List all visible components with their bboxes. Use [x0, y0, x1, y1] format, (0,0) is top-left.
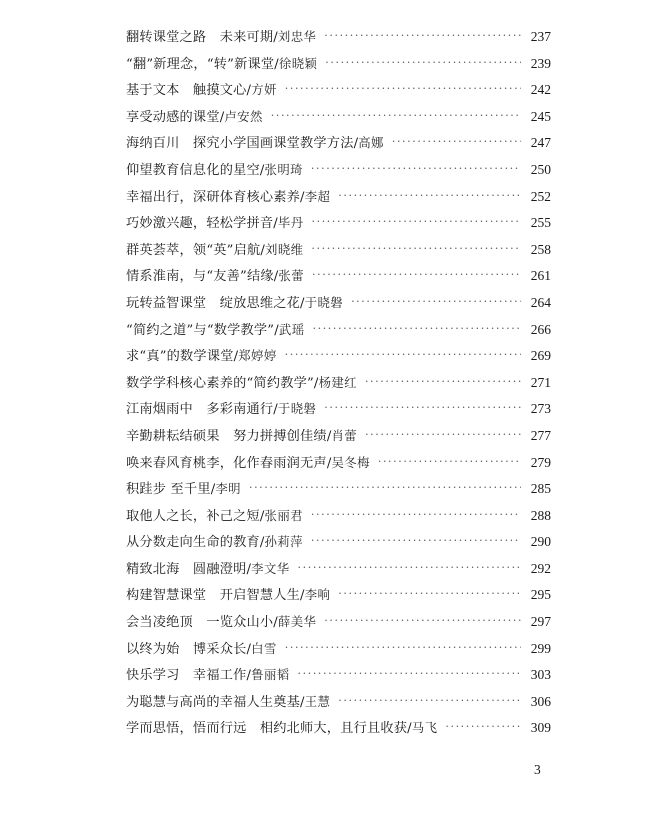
toc-entry-24[interactable]	[126, 636, 551, 663]
toc-entry-title: 唤来春风育桃李，化作春雨润无声	[126, 455, 327, 471]
toc-entry-page-number: 292	[530, 560, 551, 576]
toc-entry-page-number: 297	[530, 614, 551, 630]
toc-entry-leader-dots	[312, 209, 521, 236]
toc-entry-page-number: 255	[530, 215, 551, 231]
toc-entry-leader-dots	[392, 129, 521, 156]
toc-entry-leader-dots	[351, 289, 521, 316]
toc-entry-leader-dots	[324, 395, 521, 422]
toc-entry-23[interactable]	[126, 609, 551, 636]
toc-entry-separator: /	[273, 216, 278, 232]
toc-entry-separator: /	[259, 535, 265, 551]
toc-entry-separator: /	[300, 588, 305, 604]
toc-entry-12[interactable]	[126, 317, 551, 344]
toc-entry-separator: /	[300, 694, 305, 710]
toc-entry-page-number: 290	[530, 534, 551, 550]
toc-entry-page-number: 285	[530, 481, 551, 497]
toc-entry-page-number: 288	[530, 507, 551, 523]
toc-entry-leader-dots	[325, 50, 521, 77]
toc-entry-leader-dots	[378, 449, 521, 476]
toc-entry-separator: /	[273, 30, 278, 45]
toc-entry-author: 方妍	[251, 82, 277, 98]
toc-entry-leader-dots	[285, 76, 521, 103]
toc-entry-page-number: 264	[530, 294, 551, 310]
toc-entry-page-number: 271	[530, 374, 551, 390]
toc-entry-2[interactable]	[126, 51, 551, 78]
toc-entry-title: 取他人之长，补己之短	[126, 508, 260, 524]
toc-entry-page-number: 273	[530, 401, 551, 417]
toc-entry-separator: /	[274, 322, 279, 338]
toc-entry-separator: /	[326, 455, 332, 471]
toc-entry-title: 以终为始 博采众长	[126, 641, 247, 657]
toc-entry-4[interactable]	[126, 104, 551, 131]
toc-entry-11[interactable]	[126, 290, 551, 317]
toc-entry-14[interactable]	[126, 370, 551, 397]
toc-entry-13[interactable]	[126, 343, 551, 370]
toc-entry-author: 于晓磐	[304, 294, 344, 310]
toc-entry-separator: /	[246, 641, 252, 657]
toc-entry-25[interactable]	[126, 662, 551, 689]
toc-entry-author: 郑婷婷	[238, 348, 277, 364]
toc-entry-author: 张明琦	[264, 161, 303, 177]
toc-entry-author: 于晓磐	[277, 401, 317, 417]
toc-entry-page-number: 252	[530, 188, 551, 204]
toc-entry-leader-dots	[298, 555, 521, 582]
toc-entry-title: 数学学科核心素养的“简约教学”	[126, 375, 314, 391]
toc-entry-leader-dots	[285, 342, 521, 369]
toc-entry-author: 孙莉萍	[264, 534, 303, 550]
toc-entry-title: 构建智慧课堂 开启智慧人生	[126, 588, 301, 604]
toc-entry-title: 巧妙激兴趣，轻松学拼音	[126, 216, 274, 232]
toc-entry-page-number: 277	[530, 427, 551, 443]
toc-entry-author: 武瑶	[278, 321, 305, 337]
toc-entry-page-number: 299	[530, 640, 551, 656]
toc-entry-separator: /	[326, 428, 332, 444]
toc-entry-author: 卢安然	[224, 108, 263, 124]
toc-entry-page-number: 266	[530, 321, 551, 337]
toc-entry-leader-dots	[311, 528, 521, 555]
toc-entry-title: 快乐学习 幸福工作	[126, 668, 247, 684]
toc-entry-author: 吴冬梅	[331, 454, 370, 470]
toc-entry-22[interactable]	[126, 582, 551, 609]
toc-entry-leader-dots	[312, 262, 521, 289]
toc-entry-leader-dots	[365, 422, 521, 449]
toc-entry-separator: /	[300, 295, 305, 311]
toc-entry-leader-dots	[249, 475, 521, 502]
toc-entry-7[interactable]	[126, 184, 551, 211]
toc-entry-separator: /	[300, 189, 305, 205]
toc-entry-title: 基于文本 触摸文心	[126, 83, 247, 99]
toc-entry-separator: /	[274, 56, 279, 72]
toc-entry-page-number: 261	[530, 268, 551, 284]
toc-entry-separator: /	[259, 508, 265, 524]
toc-entry-separator: /	[210, 482, 216, 498]
table-of-contents	[126, 24, 551, 742]
toc-entry-author: 李超	[304, 188, 331, 204]
toc-entry-separator: /	[273, 402, 278, 418]
toc-entry-separator: /	[273, 269, 279, 285]
toc-entry-separator: /	[353, 136, 359, 152]
toc-entry-leader-dots	[338, 183, 521, 210]
toc-entry-title: 仰望教育信息化的星空	[126, 162, 260, 178]
toc-entry-3[interactable]	[126, 77, 551, 104]
toc-entry-page-number: 245	[530, 108, 551, 124]
toc-entry-author: 薛美华	[277, 614, 317, 630]
toc-entry-author: 白雪	[251, 640, 277, 656]
toc-entry-author: 刘忠华	[277, 29, 317, 44]
toc-entry-author: 杨建红	[318, 374, 357, 390]
toc-entry-separator: /	[260, 242, 266, 258]
toc-entry-6[interactable]	[126, 157, 551, 184]
toc-entry-title: 求“真”的数学课堂	[126, 349, 234, 365]
toc-entry-leader-dots	[311, 156, 521, 183]
toc-entry-title: 玩转益智课堂 绽放思维之花	[126, 295, 301, 311]
toc-entry-author: 张蕾	[278, 268, 305, 284]
toc-entry-27[interactable]	[126, 715, 551, 742]
toc-entry-separator: /	[246, 668, 252, 684]
toc-entry-page-number: 306	[530, 693, 551, 709]
toc-entry-page-number: 258	[530, 241, 551, 257]
toc-entry-title: 江南烟雨中 多彩南通行	[126, 402, 274, 418]
toc-entry-separator: /	[219, 109, 225, 125]
toc-entry-leader-dots	[338, 688, 521, 715]
toc-entry-leader-dots	[324, 23, 521, 50]
toc-entry-page-number: 303	[530, 667, 551, 683]
toc-entry-title: 翻转课堂之路 未来可期	[126, 30, 274, 45]
toc-entry-18[interactable]	[126, 476, 551, 503]
toc-entry-leader-dots	[445, 714, 521, 741]
toc-entry-page-number: 237	[530, 29, 551, 44]
toc-entry-19[interactable]	[126, 503, 551, 530]
toc-entry-title: 为聪慧与高尚的幸福人生奠基	[126, 694, 301, 710]
toc-entry-page-number: 250	[530, 161, 551, 177]
toc-entry-author: 王慧	[304, 693, 331, 709]
toc-entry-leader-dots	[338, 581, 521, 608]
toc-entry-separator: /	[246, 561, 252, 577]
toc-entry-title: 辛勤耕耘结硕果 努力拼搏创佳绩	[126, 428, 327, 444]
toc-entry-separator: /	[246, 83, 252, 99]
toc-entry-author: 刘晓维	[265, 241, 304, 257]
toc-entry-page-number: 239	[530, 55, 551, 71]
toc-entry-title: 积跬步 至千里	[126, 482, 211, 498]
toc-entry-separator: /	[407, 721, 412, 737]
toc-entry-title: 海纳百川 探究小学国画课堂教学方法	[126, 136, 354, 152]
toc-entry-separator: /	[259, 162, 265, 178]
toc-entry-page-number: 309	[530, 720, 551, 736]
toc-entry-page-number: 279	[530, 454, 551, 470]
toc-entry-leader-dots	[298, 661, 521, 688]
toc-entry-title: 学而思悟，悟而行远 相约北师大，且行且收获	[126, 721, 408, 737]
toc-entry-author: 毕丹	[277, 215, 304, 231]
page-number: 3	[534, 762, 541, 777]
toc-entry-21[interactable]	[126, 556, 551, 583]
toc-entry-15[interactable]	[126, 396, 551, 423]
toc-entry-page-number: 242	[530, 82, 551, 98]
toc-entry-author: 张丽君	[264, 507, 303, 523]
toc-entry-title: “简约之道”与“数学教学”	[126, 322, 275, 338]
toc-entry-page-number: 247	[530, 135, 551, 151]
toc-entry-20[interactable]	[126, 529, 551, 556]
toc-entry-author: 李响	[304, 587, 331, 603]
toc-entry-author: 肖蕾	[331, 427, 358, 443]
toc-entry-title: 精致北海 圆融澄明	[126, 561, 247, 577]
toc-entry-leader-dots	[285, 635, 521, 662]
toc-entry-author: 鲁丽韬	[251, 667, 290, 683]
toc-entry-title: 享受动感的课堂	[126, 109, 220, 125]
toc-entry-author: 徐晓颖	[278, 55, 318, 71]
toc-entry-16[interactable]	[126, 423, 551, 450]
toc-entry-leader-dots	[311, 502, 521, 529]
toc-entry-1[interactable]	[126, 24, 551, 51]
toc-entry-leader-dots	[313, 316, 521, 343]
toc-entry-9[interactable]	[126, 237, 551, 264]
toc-entry-10[interactable]	[126, 263, 551, 290]
toc-entry-title: “翻”新理念，“转”新课堂	[126, 56, 275, 72]
toc-entry-leader-dots	[324, 608, 521, 635]
toc-entry-leader-dots	[311, 236, 521, 263]
toc-entry-title: 情系淮南，与“友善”结缘	[126, 269, 274, 285]
toc-entry-page-number: 295	[530, 587, 551, 603]
toc-entry-title: 会当凌绝顶 一览众山小	[126, 615, 274, 631]
toc-entry-author: 李文华	[251, 560, 290, 576]
toc-entry-title: 从分数走向生命的教育	[126, 535, 260, 551]
toc-entry-author: 马飞	[411, 720, 438, 736]
toc-entry-title: 群英荟萃，领“英”启航	[126, 242, 261, 258]
toc-entry-leader-dots	[271, 103, 521, 130]
toc-entry-title: 幸福出行，深研体育核心素养	[126, 189, 301, 205]
toc-entry-author: 李明	[215, 481, 241, 497]
toc-entry-5[interactable]	[126, 130, 551, 157]
toc-entry-leader-dots	[365, 369, 521, 396]
toc-entry-separator: /	[273, 615, 278, 631]
toc-entry-page-number: 269	[530, 348, 551, 364]
toc-entry-author: 高娜	[358, 135, 384, 151]
toc-entry-8[interactable]	[126, 210, 551, 237]
toc-entry-17[interactable]	[126, 450, 551, 477]
toc-entry-separator: /	[233, 349, 239, 365]
toc-entry-separator: /	[313, 375, 319, 391]
toc-entry-26[interactable]	[126, 689, 551, 716]
